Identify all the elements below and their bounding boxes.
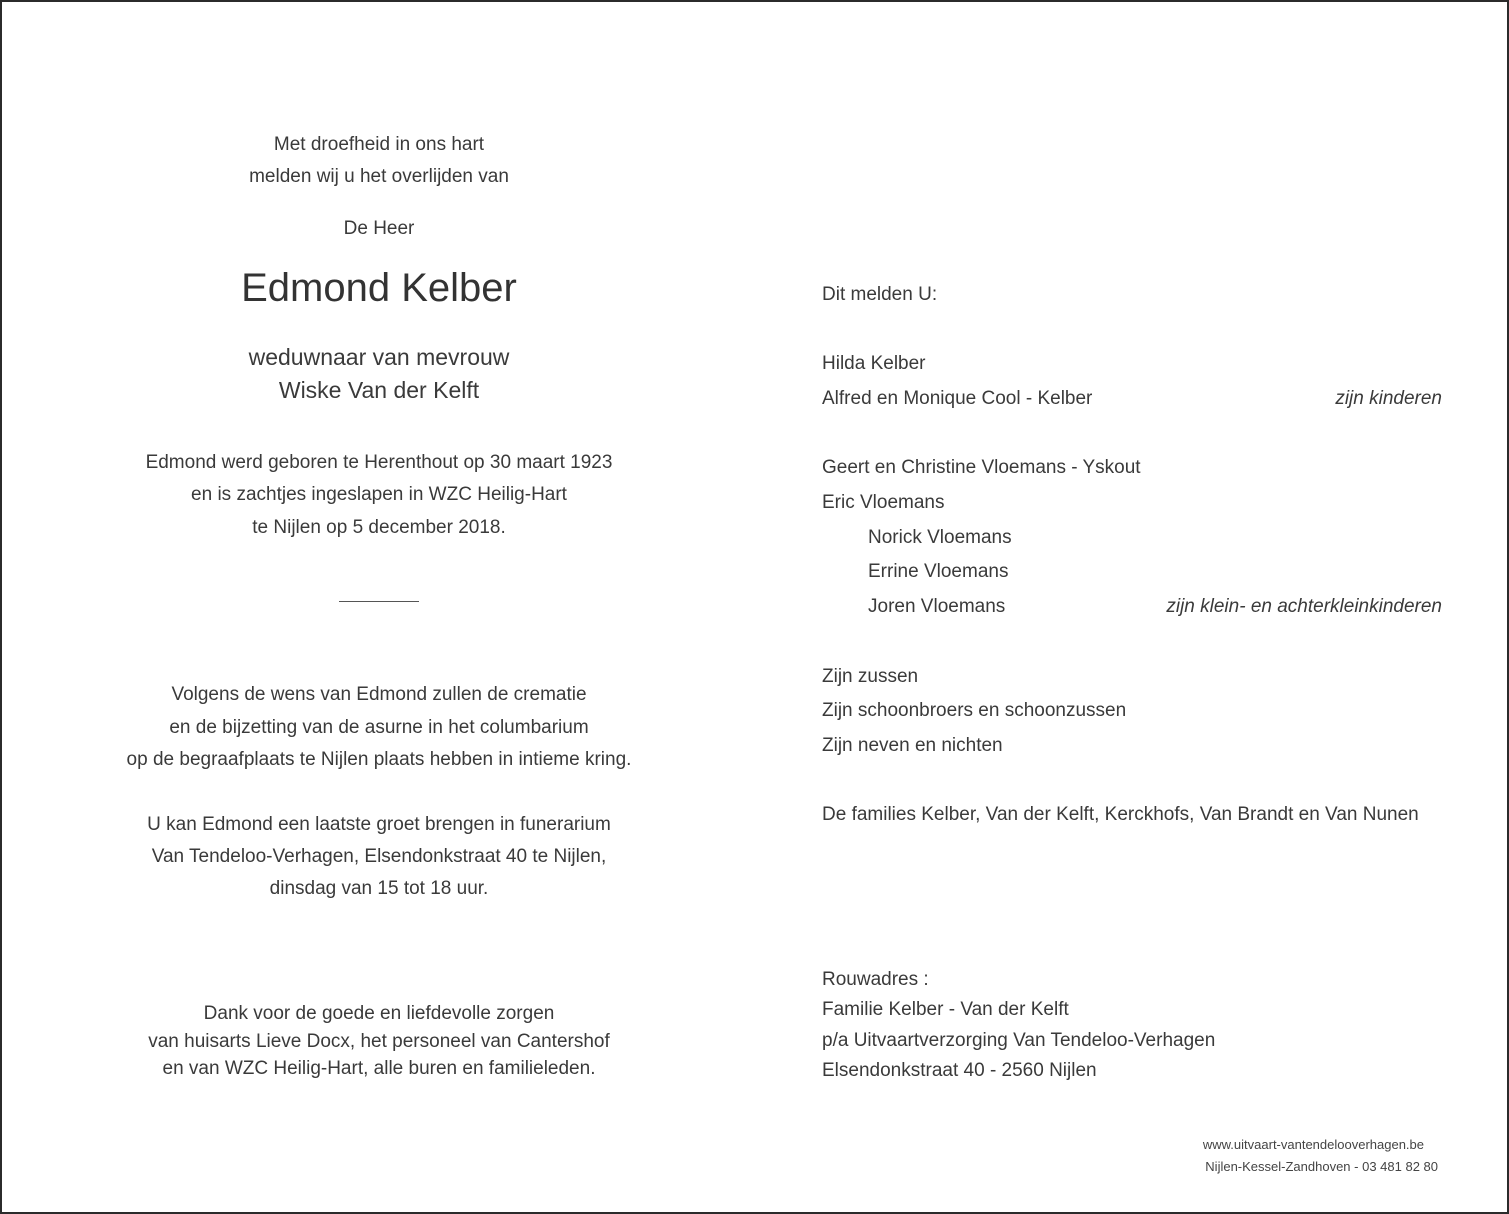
deceased-name: Edmond Kelber — [241, 266, 517, 310]
address-line-2: p/a Uitvaartverzorging Van Tendeloo-Verhagen — [822, 1030, 1216, 1051]
visit-line-1: U kan Edmond een laatste groet brengen in funerarium — [147, 814, 611, 835]
great-grandchild-2: Errine Vloemans — [868, 561, 1009, 582]
intro-line-2: melden wij u het overlijden van — [249, 166, 509, 187]
address-label: Rouwadres : — [822, 969, 929, 990]
child-1: Hilda Kelber — [822, 353, 926, 374]
cremation-line-3: op de begraafplaats te Nijlen plaats hebben in intieme kring. — [126, 749, 632, 770]
bio-line-3: te Nijlen op 5 december 2018. — [252, 517, 506, 538]
grandchildren-relation: zijn klein- en achterkleinkinderen — [1166, 596, 1442, 617]
thanks-line-1: Dank voor de goede en liefdevolle zorgen — [203, 1003, 555, 1024]
intro-line-1: Met droefheid in ons hart — [273, 134, 485, 155]
great-grandchild-3: Joren Vloemans — [868, 596, 1006, 617]
visit-line-3: dinsdag van 15 tot 18 uur. — [269, 878, 489, 899]
children-relation: zijn kinderen — [1335, 388, 1442, 409]
cremation-line-1: Volgens de wens van Edmond zullen de crematie — [171, 684, 587, 705]
relative-1: Zijn zussen — [822, 666, 919, 687]
relative-3: Zijn neven en nichten — [822, 735, 1003, 756]
grandchild-2: Eric Vloemans — [822, 492, 945, 513]
address-line-3: Elsendonkstraat 40 - 2560 Nijlen — [822, 1060, 1097, 1081]
address-line-1: Familie Kelber - Van der Kelft — [822, 999, 1069, 1020]
separator-rule — [339, 601, 419, 602]
grandchild-1: Geert en Christine Vloemans - Yskout — [822, 457, 1141, 478]
honorific: De Heer — [343, 218, 415, 239]
announcement-heading: Dit melden U: — [822, 284, 938, 305]
child-2: Alfred en Monique Cool - Kelber — [822, 388, 1093, 409]
relative-2: Zijn schoonbroers en schoonzussen — [822, 700, 1127, 721]
thanks-line-2: van huisarts Lieve Docx, het personeel van Cantershof — [148, 1031, 610, 1052]
cremation-line-2: en de bijzetting van de asurne in het columbarium — [169, 717, 589, 738]
bio-line-2: en is zachtjes ingeslapen in WZC Heilig-Hart — [191, 484, 567, 505]
widower-line: weduwnaar van mevrouw — [248, 344, 510, 370]
thanks-line-3: en van WZC Heilig-Hart, alle buren en familieleden. — [162, 1058, 596, 1079]
bio-line-1: Edmond werd geboren te Herenthout op 30 maart 1923 — [145, 452, 613, 473]
visit-line-2: Van Tendeloo-Verhagen, Elsendonkstraat 40 te Nijlen, — [151, 846, 607, 867]
great-grandchild-1: Norick Vloemans — [868, 527, 1012, 548]
funeral-home-contact: Nijlen-Kessel-Zandhoven - 03 481 82 80 — [1205, 1159, 1438, 1174]
funeral-home-website: www.uitvaart-vantendelooverhagen.be — [1202, 1137, 1424, 1152]
families-line: De families Kelber, Van der Kelft, Kerckhofs, Van Brandt en Van Nunen — [822, 804, 1419, 825]
spouse-name: Wiske Van der Kelft — [278, 377, 480, 403]
